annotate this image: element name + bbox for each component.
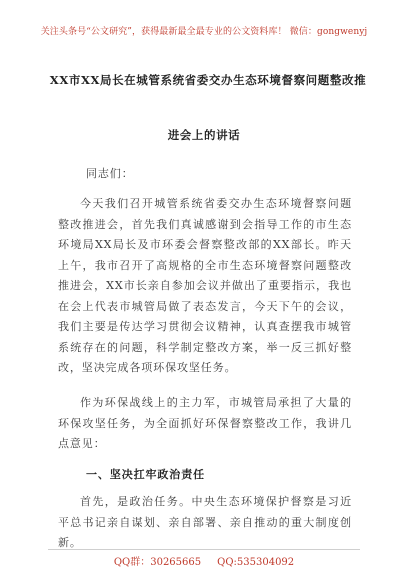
paragraph-2-text: 作为环保战线上的主力军，市城管局承担了大量的环保攻坚任务，为全面抓好环保督察整改工作，我讲几点意见： — [58, 396, 352, 450]
section-heading: 一、坚决扛牢政治责任 — [86, 468, 205, 481]
footer-qq-group: QQ群：30265665 — [113, 557, 202, 568]
greeting: 同志们： — [86, 167, 134, 180]
footer-divider — [48, 549, 360, 550]
section-paragraph — [58, 492, 352, 554]
paragraph-2 — [58, 393, 352, 455]
paragraph-1-text: 今天我们召开城管系统省委交办生态环境督察问题整改推进会，首先我们真诚感谢到会指导工作的市生态环境局XX局长及市环委会督察整改部的XX部长。昨天上午，我市召开了高规格的全市生态环境督察问题整改推进会，XX市长亲自参加会议并做出了重要指示，我也在会上代表市城管局做了表态发言，今天下午的会议，我们主要是传达学习贯彻会议精神，认真查摆我市城管系统存在的问题，科学制定整改方案，举一反三抓好整改，坚决完成各项环保攻坚任务。 — [58, 197, 352, 374]
paragraph-1 — [58, 194, 352, 379]
document-title-continued: 进会上的讲话 — [167, 128, 241, 142]
document-title: XX市XX局长在城管系统省委交办生态环境督察问题整改推 — [49, 73, 367, 87]
footer-contact — [0, 553, 408, 568]
footer-qq: QQ:535304092 — [217, 557, 295, 568]
header-promo-note: 关注头条号“公文研究”，获得最新最全最专业的公文资料库！ 微信：gongwenyj — [40, 27, 368, 37]
section-paragraph-text: 首先，是政治任务。中央生态环境保护督察是习近平总书记亲自谋划、亲自部署、亲自推动的重大制度创新。 — [58, 495, 352, 549]
